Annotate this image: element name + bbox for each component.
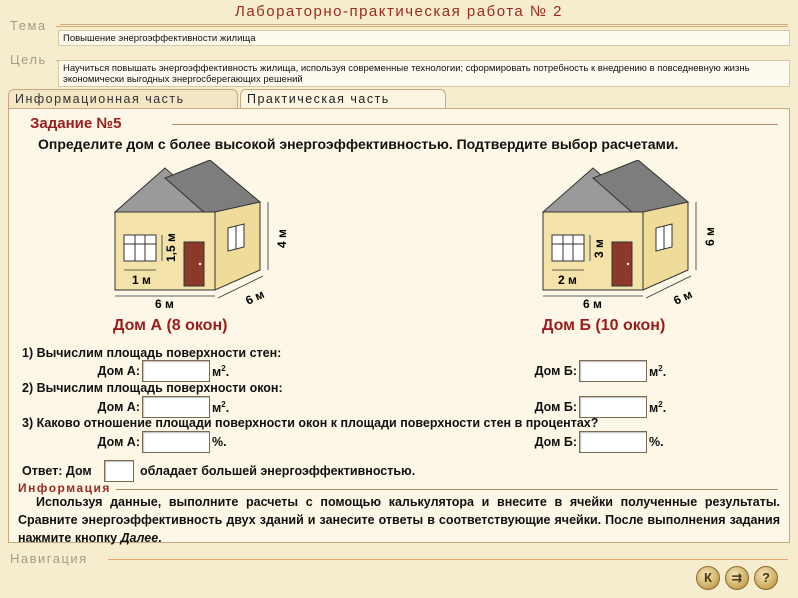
house-a-caption: Дом А (8 окон) [113, 317, 228, 334]
q3-house-b-input[interactable] [579, 431, 647, 453]
q2-house-a-unit: $м^2$. [212, 400, 230, 416]
q3-house-a-unit: %. [212, 435, 227, 449]
house-a-wall-depth-label: 6 м [243, 287, 267, 308]
house-a-wall-width-label: 6 м [155, 297, 174, 311]
q1-house-b-input[interactable] [579, 360, 647, 382]
info-text: Используя данные, выполните расчеты с помощью калькулятора и внесите в ячейки полученные результаты. Сравните энергоэффективность двух зданий и занесите ответы в соответствующие ячейки. После выполнения задания нажмите кнопку Далее. [18, 495, 780, 545]
contents-button[interactable]: К [696, 566, 720, 590]
house-b-window-width-label: 2 м [558, 273, 577, 287]
house-b-wall-height-label: 6 м [703, 227, 717, 246]
task-title: Задание №5 [30, 115, 122, 132]
q3-house-a-input[interactable] [142, 431, 210, 453]
q1-house-a-unit: $м^2$. [212, 364, 230, 380]
tab-information[interactable]: Информационная часть [8, 89, 238, 108]
title-divider [60, 24, 788, 25]
q1-house-a-label: Дом А: [97, 364, 140, 378]
house-a-window-height-label: 1,5 м [164, 233, 178, 262]
answer-input[interactable] [104, 460, 134, 482]
info-divider [116, 489, 778, 490]
goal-label: Цель [10, 52, 47, 67]
next-button[interactable]: ⇉ [725, 566, 749, 590]
info-label: Информация [18, 481, 111, 495]
house-b-illustration [528, 160, 728, 320]
tab-practice[interactable]: Практическая часть [240, 89, 446, 108]
help-button[interactable]: ? [754, 566, 778, 590]
q1-house-b-unit: $м^2$. [649, 364, 667, 380]
house-b-wall-depth-label: 6 м [671, 287, 695, 308]
q3-house-b-unit: %. [649, 435, 664, 449]
answer-suffix: обладает большей энергоэффективностью. [140, 464, 416, 478]
q1-house-b-label: Дом Б: [534, 364, 577, 378]
house-a-window-front [124, 235, 156, 261]
page-title: Лабораторно-практическая работа № 2 [234, 3, 564, 20]
task-title-divider [172, 124, 778, 125]
topic-field: Повышение энергоэффективности жилища [58, 30, 790, 46]
next-button-reference: Далее [120, 531, 159, 545]
answer-prefix: Ответ: Дом [22, 464, 92, 478]
window-title-bar [0, 0, 798, 26]
q3-house-b-label: Дом Б: [534, 435, 577, 449]
q2-house-a-label: Дом А: [97, 400, 140, 414]
navigation-divider [108, 559, 788, 560]
question-1: 1) Вычислим площадь поверхности стен: [22, 346, 282, 360]
goal-field: Научиться повышать энергоэффективность жилища, используя современные технологии; сформировать потребность к внедрению в повседневную жизнь экономически выгодных энергосберегающих решений [58, 60, 790, 87]
house-b-wall-width-label: 6 м [583, 297, 602, 311]
q2-house-b-input[interactable] [579, 396, 647, 418]
topic-label: Тема [10, 18, 47, 33]
house-a-wall-height-label: 4 м [275, 229, 289, 248]
house-a-window-width-label: 1 м [132, 273, 151, 287]
topic-divider [56, 26, 788, 27]
task-description: Определите дом с более высокой энергоэффективностью. Подтвердите выбор расчетами. [38, 136, 679, 152]
question-3: 3) Каково отношение площади поверхности окон к площади поверхности стен в процентах? [22, 416, 599, 430]
house-b-caption: Дом Б (10 окон) [542, 317, 666, 334]
question-2: 2) Вычислим площадь поверхности окон: [22, 381, 283, 395]
house-b-window-height-label: 3 м [592, 239, 606, 258]
q2-house-b-label: Дом Б: [534, 400, 577, 414]
q2-house-b-unit: $м^2$. [649, 400, 667, 416]
q2-house-a-input[interactable] [142, 396, 210, 418]
house-b-window-front [552, 235, 584, 261]
house-a-illustration [100, 160, 300, 320]
q3-house-a-label: Дом А: [97, 435, 140, 449]
navigation-label: Навигация [10, 551, 88, 566]
q1-house-a-input[interactable] [142, 360, 210, 382]
